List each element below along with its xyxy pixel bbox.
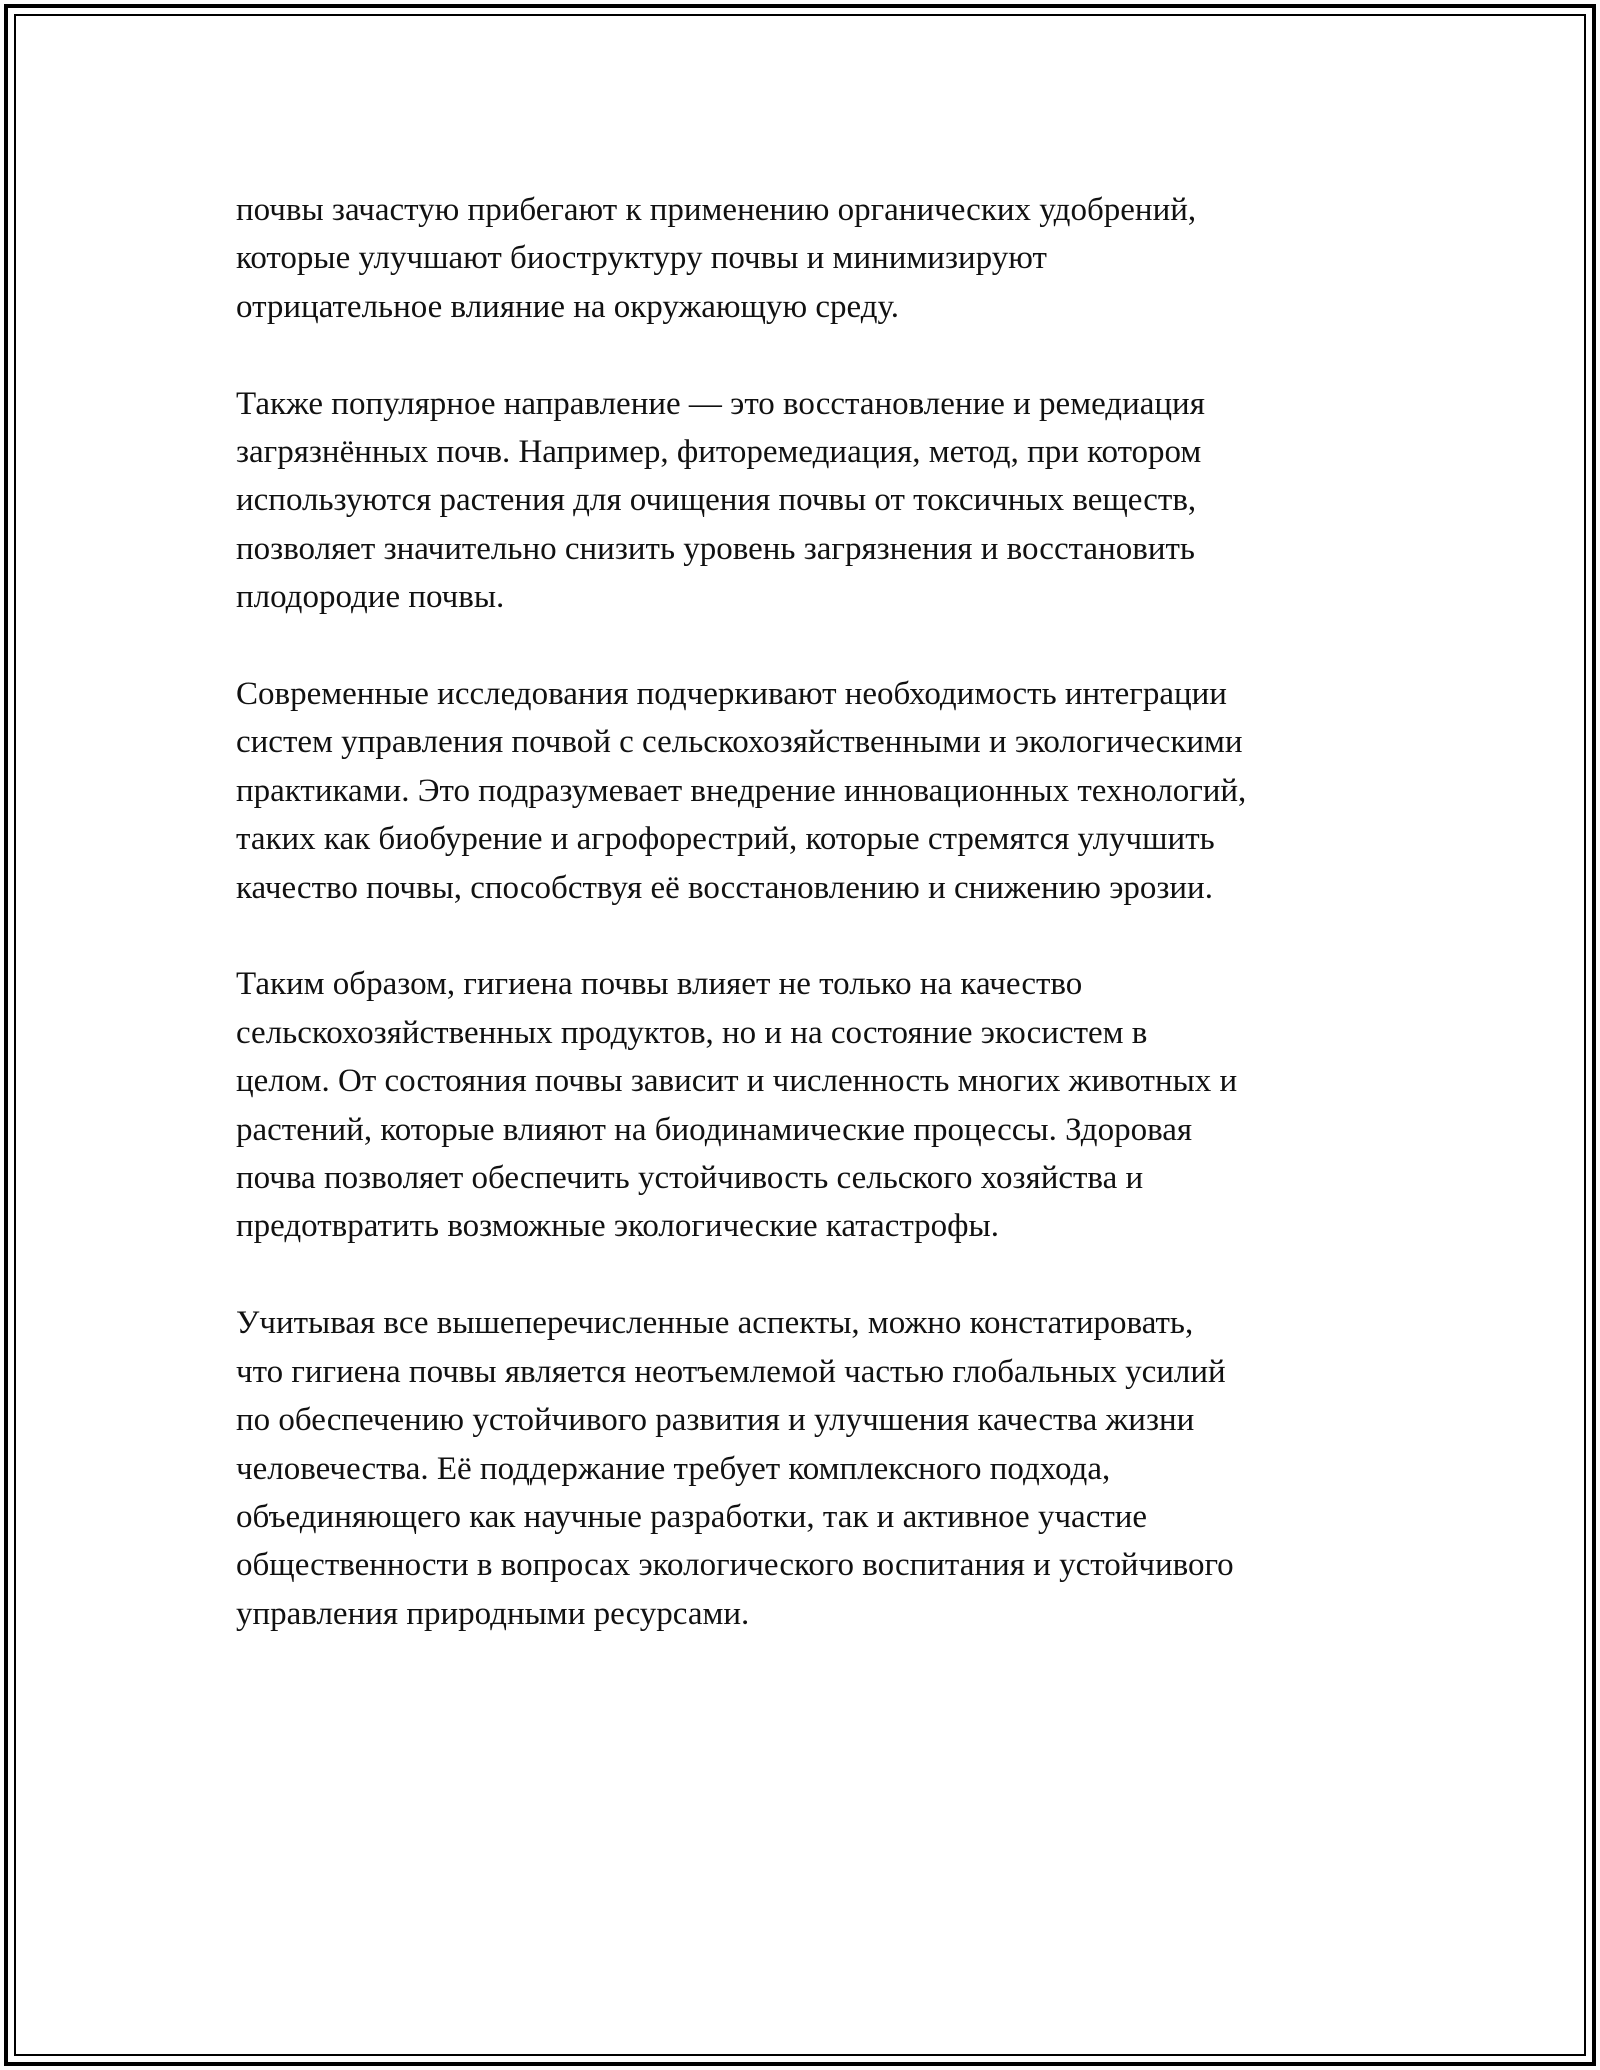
- paragraph-5: Учитывая все вышеперечисленные аспекты, можно констатировать, что гигиена почвы является неотъемлемой частью глобальных усилий по обеспечению устойчивого развития и улучшения качества жизни человечества. Её поддержание требует комплексного подхода, объединяющего как научные разработки, так и активное участие общественности в вопросах экологического воспитания и устойчивого управления природными ресурсами.: [236, 1305, 1234, 1632]
- paragraph-3: Современные исследования подчеркивают необходимость интеграции систем управления почвой с сельскохозяйственными и экологическими практиками. Это подразумевает внедрение инновационных технологий, таких как биобурение и агрофорестрий, которые стремятся улучшить качество почвы, способствуя её восстановлению и снижению эрозии.: [236, 676, 1247, 906]
- page-body: [236, 186, 1386, 1687]
- paragraph-2: Также популярное направление — это восстановление и ремедиация загрязнённых почв. Например, фиторемедиация, метод, при котором используются растения для очищения почвы от токсичных веществ, позволяет значительно снизить уровень загрязнения и восстановить плодородие почвы.: [236, 385, 1205, 616]
- paragraph-1: почвы зачастую прибегают к применению органических удобрений, которые улучшают биоструктуру почвы и минимизируют отрицательное влияние на окружающую среду.: [236, 192, 1197, 325]
- paragraph-4: Таким образом, гигиена почвы влияет не только на качество сельскохозяйственных продуктов, но и на состояние экосистем в целом. От состояния почвы зависит и численность многих животных и растений, которые влияют на биодинамические процессы. Здоровая почва позволяет обеспечить устойчивость сельского хозяйства и предотвратить возможные экологические катастрофы.: [236, 966, 1238, 1245]
